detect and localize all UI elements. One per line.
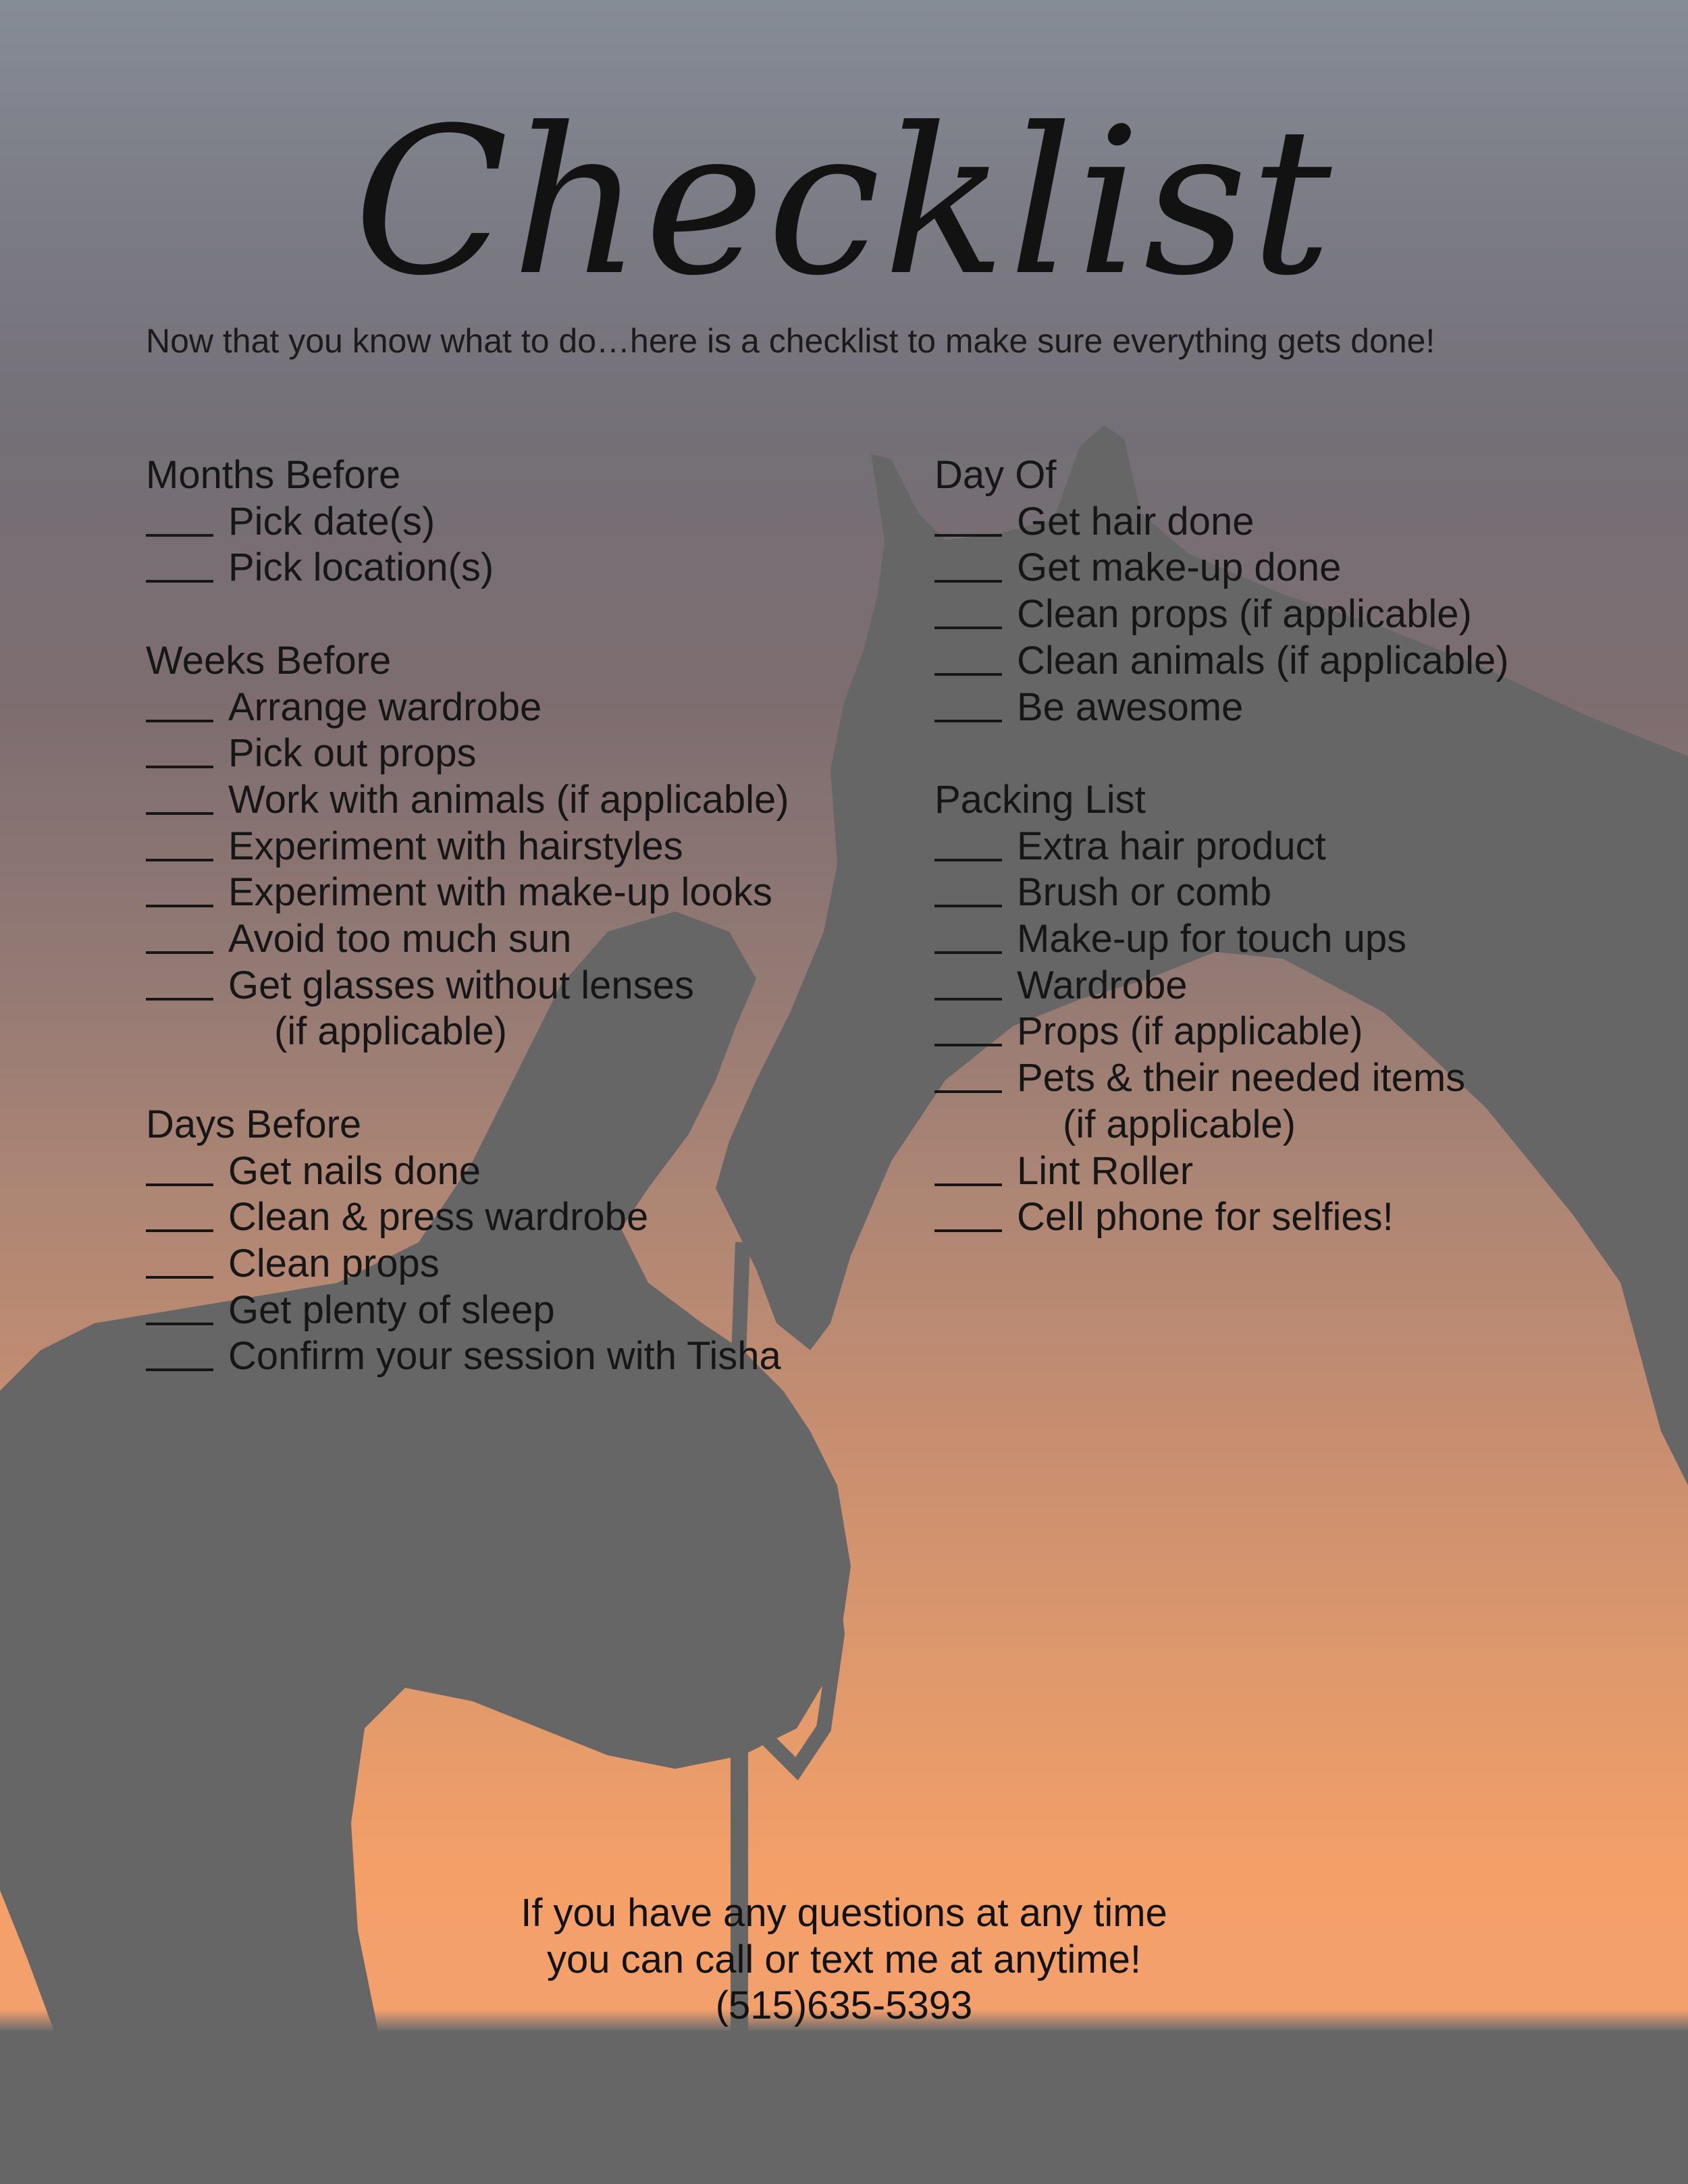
checklist-item — [146, 730, 916, 777]
checklist-item — [146, 916, 916, 963]
checklist-item-label: Brush or comb — [1017, 870, 1272, 915]
checkbox-blank-line — [146, 870, 213, 907]
section-heading: Day Of — [934, 453, 1057, 497]
checklist-item-label: Arrange wardrobe — [228, 685, 542, 729]
checkbox-blank-line — [146, 545, 213, 583]
checklist-item-label: Lint Roller — [1017, 1148, 1194, 1193]
checklist-item — [146, 1333, 916, 1380]
checkbox-blank-line — [934, 916, 1002, 954]
checklist-item — [146, 1241, 916, 1287]
checklist-item — [934, 916, 1664, 963]
checklist-item-label: Get make-up done — [1017, 545, 1342, 590]
checkbox-blank-line — [934, 1009, 1002, 1046]
checklist-item-label: Experiment with hairstyles — [228, 824, 683, 868]
section-day-of — [934, 452, 1664, 730]
checklist-item — [146, 963, 916, 1009]
checkbox-blank-line — [934, 545, 1002, 583]
checklist-item-label: Clean props — [228, 1241, 440, 1285]
checklist-item — [934, 824, 1664, 870]
checkbox-blank-line — [146, 824, 213, 861]
checkbox-blank-line — [934, 1055, 1002, 1093]
section-packing-list — [934, 777, 1664, 1241]
checklist-item — [934, 1148, 1664, 1195]
section-days-before — [146, 1102, 916, 1380]
checklist-item-label: Avoid too much sun — [228, 917, 572, 961]
checkbox-blank-line — [934, 824, 1002, 861]
checklist-item — [934, 591, 1664, 638]
checklist-item — [146, 685, 916, 731]
checklist-item-label: Confirm your session with Tisha — [228, 1334, 781, 1379]
checklist-item — [146, 1194, 916, 1241]
checkbox-blank-line — [934, 591, 1002, 629]
section-weeks-before — [146, 638, 916, 1055]
checklist-item-label: Pick location(s) — [228, 545, 494, 590]
contact-line-2: you can call or text me at anytime! — [546, 1937, 1142, 1981]
checklist-item-label: Clean props (if applicable) — [1017, 592, 1472, 637]
checklist-item-label: Pick date(s) — [228, 499, 436, 543]
checkbox-blank-line — [934, 963, 1002, 1001]
checklist-item-label: Get hair done — [1017, 499, 1255, 543]
checklist-item-label: Make-up for touch ups — [1017, 917, 1407, 961]
checklist-item-label: Props (if applicable) — [1017, 1009, 1363, 1054]
checklist-item-label: Be awesome — [1017, 685, 1244, 729]
checkbox-blank-line — [146, 1194, 213, 1232]
checkbox-blank-line — [146, 963, 213, 1001]
checklist-item-label: Experiment with make-up looks — [228, 870, 772, 915]
checklist-item-label: Cell phone for selfies! — [1017, 1195, 1394, 1240]
checkbox-blank-line — [146, 499, 213, 537]
checklist-item — [146, 777, 916, 824]
checklist-item — [934, 638, 1664, 685]
checklist-item — [934, 1009, 1664, 1055]
left-column — [146, 452, 916, 1427]
section-heading: Days Before — [146, 1102, 362, 1146]
contact-block — [0, 1890, 1688, 2029]
checklist-item-label: Get plenty of sleep — [228, 1287, 555, 1332]
checklist-item-label: Get glasses without lenses — [228, 963, 694, 1007]
checkbox-blank-line — [934, 638, 1002, 676]
checkbox-blank-line — [146, 916, 213, 954]
checkbox-blank-line — [146, 1148, 213, 1186]
checklist-item-label: Pets & their needed items — [1017, 1056, 1466, 1100]
checklist-item — [934, 685, 1664, 731]
checklist-item-label: Clean & press wardrobe — [228, 1195, 649, 1240]
checklist-item — [934, 545, 1664, 591]
checkbox-blank-line — [934, 870, 1002, 907]
checklist-item — [146, 545, 916, 591]
section-heading: Months Before — [146, 453, 401, 497]
contact-line-1: If you have any questions at any time — [521, 1891, 1167, 1935]
checkbox-blank-line — [934, 499, 1002, 537]
checklist-item-label: Work with animals (if applicable) — [228, 777, 789, 822]
section-months-before — [146, 452, 916, 591]
checklist-item-label: Wardrobe — [1017, 963, 1188, 1007]
checkbox-blank-line — [934, 685, 1002, 722]
page-title: Checklist — [353, 84, 1335, 320]
checkbox-blank-line — [146, 1287, 213, 1325]
checklist-item-note: (if applicable) — [1063, 1102, 1296, 1146]
checkbox-blank-line — [146, 1333, 213, 1371]
checklist-item — [934, 1055, 1664, 1102]
checklist-item-note: (if applicable) — [274, 1009, 507, 1054]
checklist-item — [146, 499, 916, 545]
checkbox-blank-line — [146, 685, 213, 722]
section-heading: Weeks Before — [146, 638, 392, 683]
checkbox-blank-line — [934, 1194, 1002, 1232]
checklist-item — [934, 870, 1664, 916]
checklist-item — [934, 499, 1664, 545]
section-heading: Packing List — [934, 777, 1146, 822]
contact-phone: (515)635-5393 — [715, 1983, 973, 2028]
checklist-item-label: Extra hair product — [1017, 824, 1326, 868]
checklist-item-label: Pick out props — [228, 731, 477, 776]
checklist-item-label: Clean animals (if applicable) — [1017, 638, 1509, 683]
checklist-item — [146, 1287, 916, 1334]
checklist-item — [934, 1194, 1664, 1241]
checklist-item — [146, 870, 916, 916]
checkbox-blank-line — [146, 730, 213, 768]
checkbox-blank-line — [146, 1241, 213, 1279]
page-subtitle: Now that you know what to do…here is a checklist to make sure everything gets done! — [146, 322, 1435, 360]
checkbox-blank-line — [934, 1148, 1002, 1186]
checklist-item — [146, 824, 916, 870]
checkbox-blank-line — [146, 777, 213, 815]
right-column — [934, 452, 1664, 1287]
checklist-item — [146, 1148, 916, 1195]
checklist-item — [934, 963, 1664, 1009]
checklist-item-label: Get nails done — [228, 1148, 481, 1193]
